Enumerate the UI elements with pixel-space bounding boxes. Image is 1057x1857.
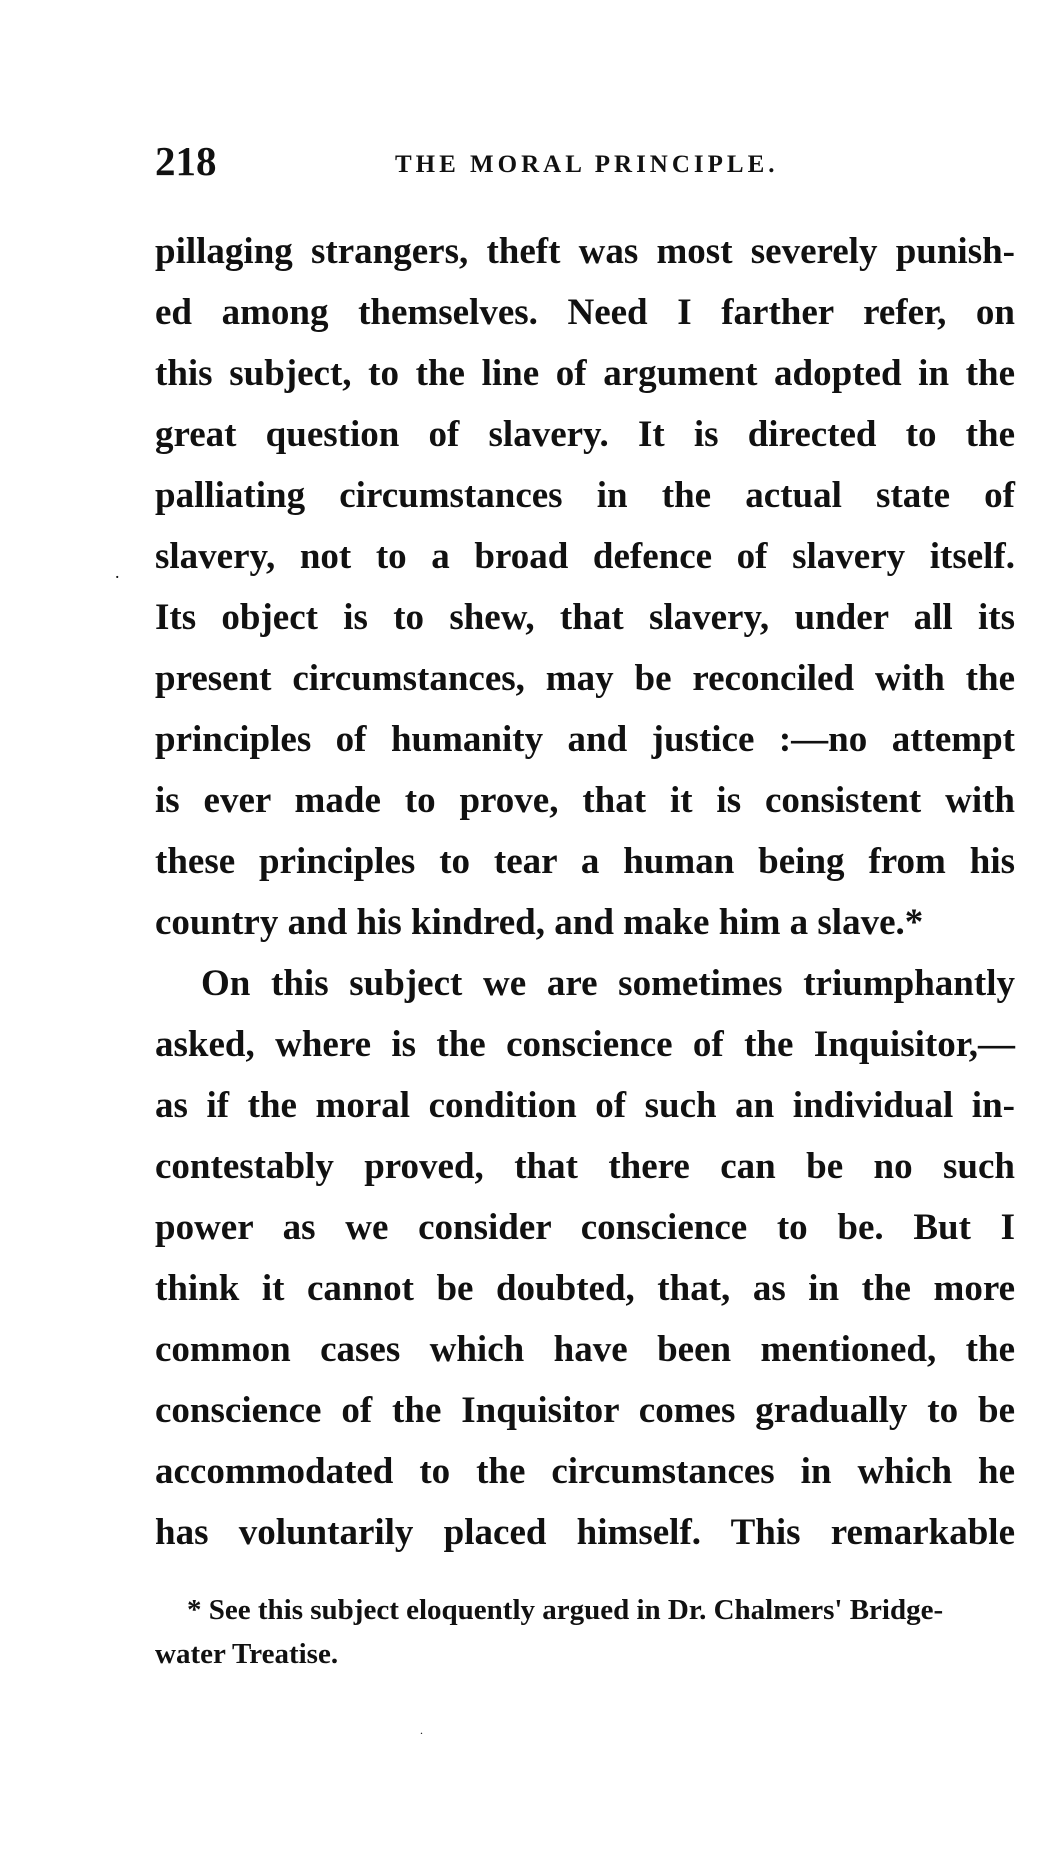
text-line: conscience of the Inquisitor comes gradually to be [155, 1390, 1015, 1431]
text-line: contestably proved, that there can be no such [155, 1146, 1015, 1187]
text-line: slavery, not to a broad defence of slavery itself. [155, 536, 1015, 577]
text-line: present circumstances, may be reconciled with the [155, 658, 1015, 699]
text-line: has voluntarily placed himself. This remarkable [155, 1512, 1015, 1553]
footnote [155, 1588, 1015, 1676]
text-line: is ever made to prove, that it is consistent with [155, 780, 1015, 821]
footnote-line: * See this subject eloquently argued in Dr. Chalmers' Bridge- [187, 1594, 944, 1626]
text-line: as if the moral condition of such an individual in- [155, 1085, 1015, 1126]
text-line: principles of humanity and justice :—no attempt [155, 719, 1015, 760]
text-line-paragraph-start: On this subject we are sometimes triumphantly [201, 963, 1015, 1004]
bottom-dot: . [420, 1723, 423, 1737]
footnote-line: water Treatise. [155, 1638, 339, 1670]
margin-dot: . [115, 562, 120, 582]
text-line: power as we consider conscience to be. But I [155, 1207, 1015, 1248]
text-line: this subject, to the line of argument adopted in the [155, 353, 1015, 394]
body-text [155, 221, 1015, 1563]
text-line: great question of slavery. It is directed to the [155, 414, 1015, 455]
text-line: asked, where is the conscience of the Inquisitor,— [155, 1024, 1015, 1065]
page-header [155, 138, 1015, 188]
text-line: common cases which have been mentioned, the [155, 1329, 1015, 1370]
text-line: Its object is to shew, that slavery, under all its [155, 597, 1015, 638]
text-line: think it cannot be doubted, that, as in the more [155, 1268, 1015, 1309]
text-line: these principles to tear a human being from his [155, 841, 1015, 882]
text-line: palliating circumstances in the actual state of [155, 475, 1015, 516]
text-line: accommodated to the circumstances in which he [155, 1451, 1015, 1492]
text-line: ed among themselves. Need I farther refer, on [155, 292, 1015, 333]
text-line: country and his kindred, and make him a slave.* [155, 902, 924, 943]
text-line: pillaging strangers, theft was most severely punish- [155, 231, 1015, 272]
running-head: THE MORAL PRINCIPLE. [395, 151, 779, 178]
page-number: 218 [155, 138, 217, 184]
